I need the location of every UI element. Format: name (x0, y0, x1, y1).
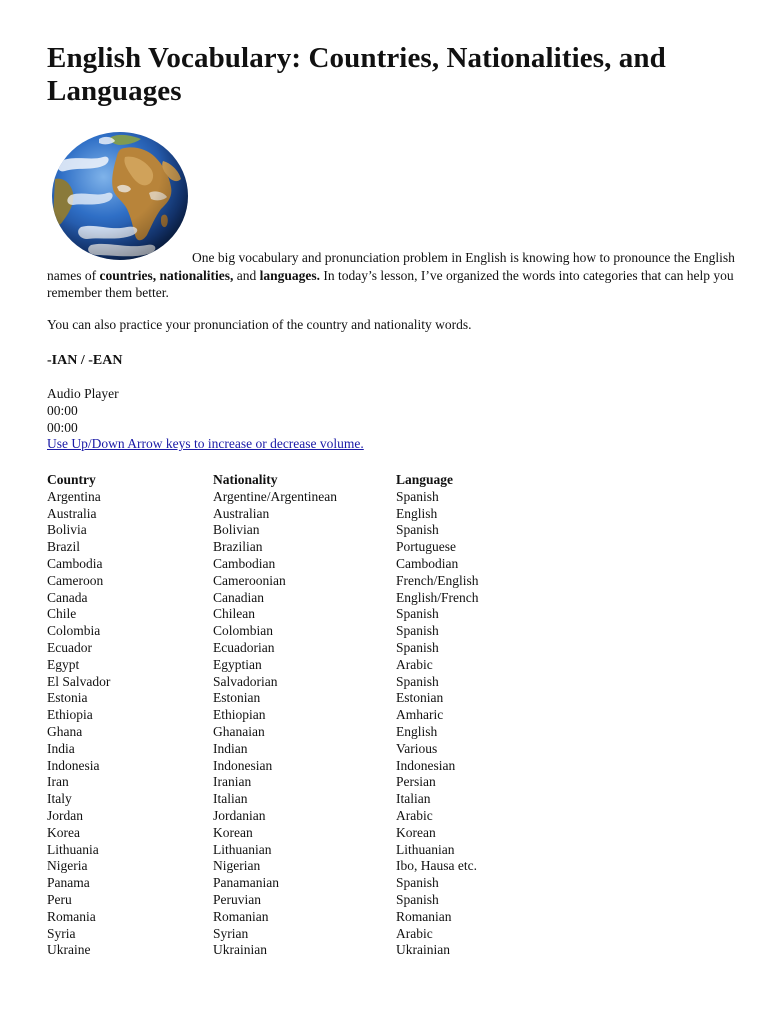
vocabulary-table (47, 472, 596, 959)
nationality-cell: Colombian (213, 623, 273, 639)
nationality-cell: Peruvian (213, 891, 261, 907)
practice-paragraph: You can also practice your pronunciation of the country and nationality words. (47, 317, 472, 332)
nationality-cell: Ghanaian (213, 723, 265, 739)
audio-player[interactable] (47, 386, 364, 453)
nationality-cell: Korean (213, 824, 253, 840)
nationality-cell: Syrian (213, 925, 249, 941)
language-cell: Arabic (396, 656, 433, 672)
country-cell: Ecuador (47, 639, 92, 655)
country-cell: Argentina (47, 488, 101, 504)
table-row (47, 539, 596, 556)
nationality-cell: Brazilian (213, 539, 263, 555)
language-cell: Arabic (396, 925, 433, 941)
language-cell: Spanish (396, 639, 439, 655)
table-row (47, 892, 596, 909)
table-row (47, 758, 596, 775)
language-cell: Ukrainian (396, 942, 450, 958)
language-cell: Spanish (396, 875, 439, 891)
language-cell: English/French (396, 589, 479, 605)
section-heading: -IAN / -EAN (47, 353, 123, 368)
country-cell: Peru (47, 891, 72, 907)
header-nationality: Nationality (213, 472, 278, 487)
language-cell: Amharic (396, 707, 444, 723)
country-cell: Brazil (47, 539, 80, 555)
table-row (47, 556, 596, 573)
nationality-cell: Australian (213, 505, 270, 521)
language-cell: Persian (396, 774, 436, 790)
table-row (47, 842, 596, 859)
volume-hint-link[interactable]: Use Up/Down Arrow keys to increase or decrease volume. (47, 436, 364, 452)
country-cell: Syria (47, 925, 76, 941)
intro-bold-countries: countries, nationalities, (99, 267, 234, 283)
intro-text-part1: One big vocabulary and pronunciation problem in English is knowing how to pronounce the English names of (47, 250, 735, 283)
language-cell: Spanish (396, 891, 439, 907)
nationality-cell: Estonian (213, 690, 261, 706)
header-language: Language (396, 472, 454, 487)
country-cell: Italy (47, 791, 72, 807)
table-row (47, 590, 596, 607)
country-cell: Cambodia (47, 555, 103, 571)
intro-bold-languages: languages. (259, 267, 320, 283)
language-cell: Spanish (396, 522, 439, 538)
language-cell: French/English (396, 572, 479, 588)
country-cell: Romania (47, 908, 96, 924)
country-cell: Colombia (47, 623, 101, 639)
table-row (47, 808, 596, 825)
nationality-cell: Indian (213, 740, 248, 756)
language-cell: Estonian (396, 690, 444, 706)
table-header-row (47, 472, 596, 489)
table-row (47, 707, 596, 724)
nationality-cell: Salvadorian (213, 673, 278, 689)
nationality-cell: Egyptian (213, 656, 262, 672)
nationality-cell: Lithuanian (213, 841, 272, 857)
language-cell: Indonesian (396, 757, 456, 773)
intro-text-part2: and (233, 267, 260, 283)
nationality-cell: Cambodian (213, 555, 276, 571)
table-row (47, 825, 596, 842)
intro-text-part3: In today’s lesson, I’ve organized the words into categories that can help you remember them better. (47, 267, 734, 300)
language-cell: Various (396, 740, 438, 756)
nationality-cell: Nigerian (213, 858, 261, 874)
language-cell: Ibo, Hausa etc. (396, 858, 477, 874)
table-row (47, 909, 596, 926)
table-row (47, 606, 596, 623)
country-cell: India (47, 740, 75, 756)
country-cell: Cameroon (47, 572, 104, 588)
country-cell: Ethiopia (47, 707, 93, 723)
language-cell: Spanish (396, 488, 439, 504)
country-cell: Korea (47, 824, 80, 840)
country-cell: Estonia (47, 690, 88, 706)
language-cell: English (396, 723, 438, 739)
country-cell: Lithuania (47, 841, 99, 857)
nationality-cell: Iranian (213, 774, 252, 790)
language-cell: English (396, 505, 438, 521)
table-row (47, 774, 596, 791)
language-cell: Lithuanian (396, 841, 455, 857)
language-cell: Arabic (396, 807, 433, 823)
country-cell: Iran (47, 774, 69, 790)
table-row (47, 741, 596, 758)
country-cell: Bolivia (47, 522, 87, 538)
table-row (47, 657, 596, 674)
table-row (47, 640, 596, 657)
table-row (47, 791, 596, 808)
country-cell: Indonesia (47, 757, 100, 773)
table-row (47, 506, 596, 523)
table-row (47, 926, 596, 943)
table-row (47, 724, 596, 741)
language-cell: Cambodian (396, 555, 459, 571)
header-country: Country (47, 472, 96, 487)
table-row (47, 690, 596, 707)
language-cell: Spanish (396, 673, 439, 689)
country-cell: Australia (47, 505, 97, 521)
table-row (47, 942, 596, 959)
vocabulary-table-body (47, 489, 596, 959)
nationality-cell: Chilean (213, 606, 255, 622)
earth-globe-icon (51, 131, 189, 261)
language-cell: Portuguese (396, 539, 456, 555)
nationality-cell: Indonesian (213, 757, 273, 773)
nationality-cell: Cameroonian (213, 572, 286, 588)
audio-total-time: 00:00 (47, 419, 78, 435)
table-row (47, 489, 596, 506)
intro-paragraph (47, 249, 737, 302)
nationality-cell: Panamanian (213, 875, 279, 891)
audio-player-label: Audio Player (47, 386, 119, 401)
nationality-cell: Argentine/Argentinean (213, 488, 337, 504)
country-cell: Nigeria (47, 858, 88, 874)
language-cell: Italian (396, 791, 431, 807)
language-cell: Spanish (396, 623, 439, 639)
audio-current-time: 00:00 (47, 402, 78, 418)
nationality-cell: Italian (213, 791, 248, 807)
nationality-cell: Romanian (213, 908, 269, 924)
table-row (47, 875, 596, 892)
country-cell: Egypt (47, 656, 80, 672)
country-cell: Ghana (47, 723, 83, 739)
table-row (47, 858, 596, 875)
country-cell: Canada (47, 589, 88, 605)
country-cell: Ukraine (47, 942, 91, 958)
nationality-cell: Bolivian (213, 522, 260, 538)
language-cell: Romanian (396, 908, 452, 924)
table-row (47, 522, 596, 539)
table-row (47, 573, 596, 590)
country-cell: Chile (47, 606, 77, 622)
language-cell: Korean (396, 824, 436, 840)
nationality-cell: Ethiopian (213, 707, 266, 723)
country-cell: El Salvador (47, 673, 111, 689)
country-cell: Panama (47, 875, 90, 891)
nationality-cell: Jordanian (213, 807, 266, 823)
country-cell: Jordan (47, 807, 83, 823)
page-title: English Vocabulary: Countries, Nationalities, and Languages (47, 42, 666, 107)
table-row (47, 623, 596, 640)
language-cell: Spanish (396, 606, 439, 622)
nationality-cell: Canadian (213, 589, 264, 605)
nationality-cell: Ukrainian (213, 942, 267, 958)
table-row (47, 674, 596, 691)
nationality-cell: Ecuadorian (213, 639, 275, 655)
